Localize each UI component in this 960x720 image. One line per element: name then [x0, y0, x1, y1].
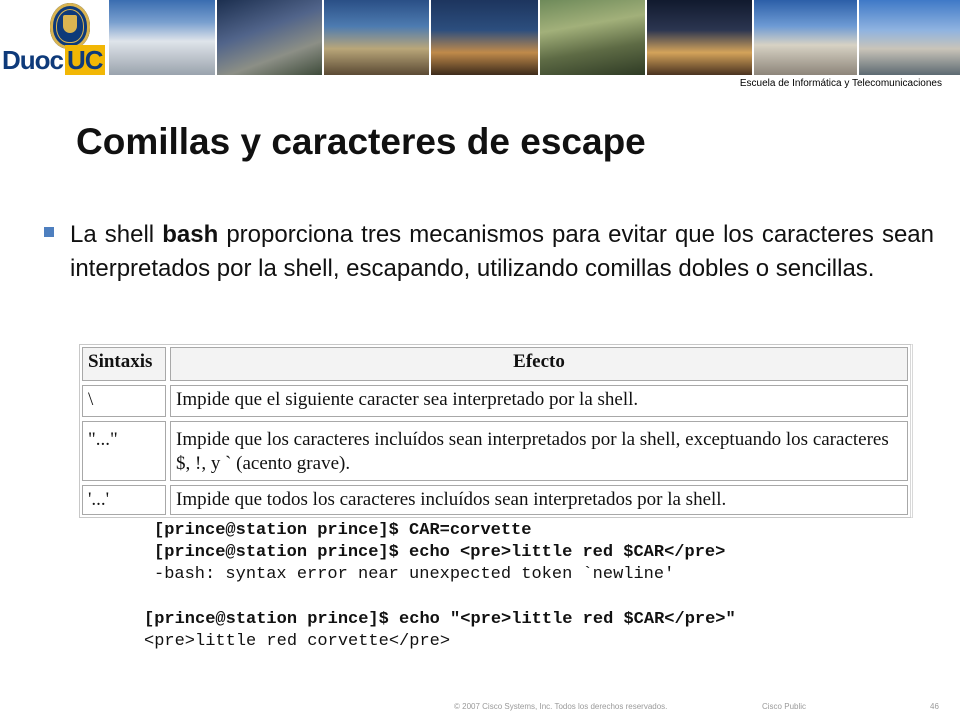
university-seal-icon: [50, 3, 90, 49]
campus-photo-8: [857, 0, 960, 75]
campus-photo-2: [215, 0, 322, 75]
header-effect: Efecto: [170, 347, 908, 381]
effect-cell: Impide que todos los caracteres incluídos sean interpretados por la shell.: [170, 485, 908, 515]
campus-photo-6: [645, 0, 752, 75]
header-syntax: Sintaxis: [82, 347, 166, 381]
campus-photo-4: [429, 0, 538, 75]
campus-photo-3: [322, 0, 429, 75]
syntax-table: [79, 344, 913, 518]
footer-page-number: 46: [930, 702, 939, 711]
logo-wordmark: Duoc UC: [2, 45, 103, 75]
bullet-point: [44, 218, 934, 286]
terminal-line: [prince@station prince]$ echo <pre>little red $CAR</pre>: [154, 543, 726, 562]
campus-photo-7: [752, 0, 857, 75]
terminal-line: [prince@station prince]$ echo "<pre>little red $CAR</pre>": [144, 610, 736, 629]
syntax-cell: "...": [82, 421, 166, 481]
header-banner: [0, 0, 960, 75]
campus-photo-1: [109, 0, 216, 75]
campus-photo-5: [538, 0, 645, 75]
terminal-error-line: -bash: syntax error near unexpected token `newline': [154, 565, 675, 584]
syntax-cell: '...': [82, 485, 166, 515]
bash-keyword: bash: [162, 221, 219, 248]
syntax-cell: \: [82, 385, 166, 417]
terminal-line: [prince@station prince]$ CAR=corvette: [154, 521, 532, 540]
slide-title: Comillas y caracteres de escape: [76, 121, 646, 162]
school-name: Escuela de Informática y Telecomunicaciones: [739, 78, 942, 89]
table-row: [80, 483, 910, 517]
effect-cell: Impide que el siguiente caracter sea interpretado por la shell.: [170, 385, 908, 417]
terminal-output-line: <pre>little red corvette</pre>: [144, 632, 451, 651]
bullet-text: La shell bash proporciona tres mecanismos para evitar que los caracteres sean interpretados por la shell, escapando, utilizando comillas dobles o sencillas.: [70, 221, 935, 282]
table-row: [80, 419, 910, 483]
duocuc-logo: [0, 0, 109, 75]
footer-classification: Cisco Public: [762, 702, 807, 711]
effect-cell: Impide que los caracteres incluídos sean interpretados por la shell, exceptuando los caracteres $, !, y ` (acento grave).: [170, 421, 908, 481]
square-bullet-icon: [44, 227, 54, 237]
footer-copyright: © 2007 Cisco Systems, Inc. Todos los derechos reservados.: [454, 702, 668, 711]
table-header-row: [80, 345, 910, 383]
table-row: [80, 383, 910, 419]
